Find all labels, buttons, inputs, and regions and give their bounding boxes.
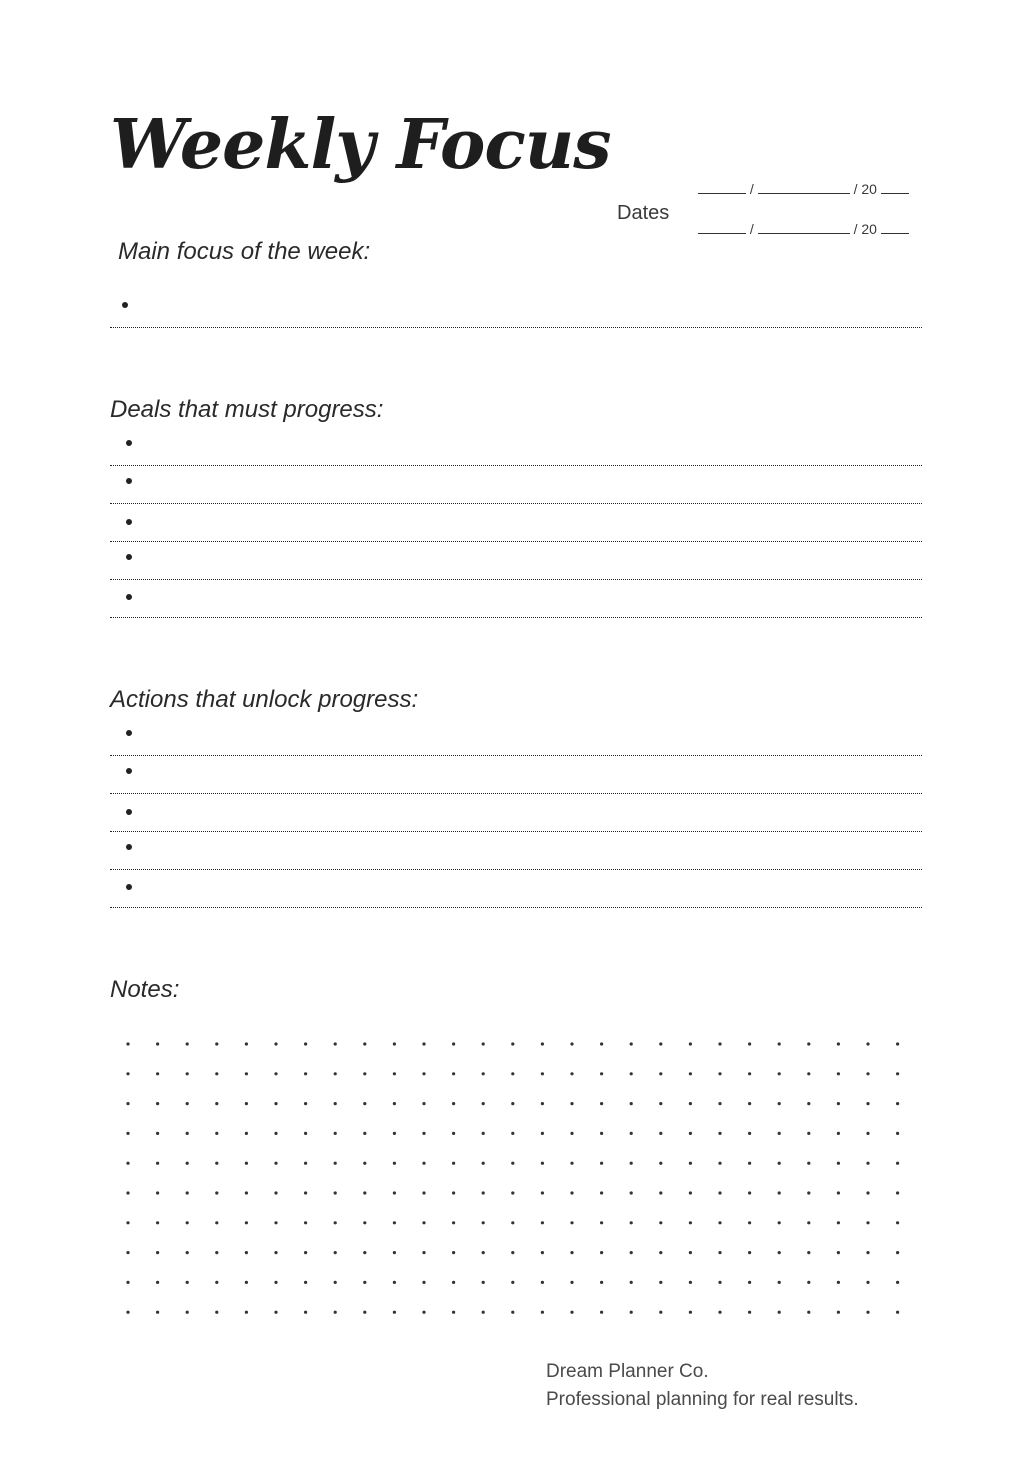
grid-dot [482,1042,485,1045]
grid-dot [482,1281,485,1284]
grid-dot [482,1072,485,1075]
grid-dot [600,1311,603,1314]
grid-dot [778,1042,781,1045]
grid-dot [541,1102,544,1105]
grid-dot [422,1132,425,1135]
grid-dot [304,1162,307,1165]
grid-dot [541,1311,544,1314]
grid-dot [570,1191,573,1194]
grid-dot [363,1162,366,1165]
grid-dot [659,1281,662,1284]
grid-dot [570,1281,573,1284]
grid-dot [334,1102,337,1105]
grid-dot [393,1072,396,1075]
grid-dot [363,1221,366,1224]
footer [546,1358,859,1414]
grid-dot [156,1132,159,1135]
grid-dot [422,1221,425,1224]
grid-dot [215,1281,218,1284]
grid-dot [866,1221,869,1224]
grid-dot [215,1042,218,1045]
grid-dot [245,1281,248,1284]
grid-dot [659,1221,662,1224]
grid-dot [245,1132,248,1135]
grid-dot [600,1221,603,1224]
grid-dot [807,1162,810,1165]
grid-dot [778,1281,781,1284]
grid-dot [422,1281,425,1284]
grid-dot [718,1132,721,1135]
grid-dot [156,1102,159,1105]
grid-dot [837,1221,840,1224]
grid-dot [363,1311,366,1314]
grid-dot [245,1221,248,1224]
grid-dot [422,1072,425,1075]
grid-dot [807,1221,810,1224]
grid-dot [245,1162,248,1165]
grid-dot [334,1191,337,1194]
grid-dot [511,1042,514,1045]
grid-dot [215,1132,218,1135]
grid-dot [630,1072,633,1075]
grid-dot [600,1042,603,1045]
grid-dot [186,1251,189,1254]
grid-dot [126,1072,129,1075]
grid-dot [245,1042,248,1045]
grid-dot [482,1132,485,1135]
grid-dot [659,1311,662,1314]
grid-dot [659,1132,662,1135]
grid-dot [393,1191,396,1194]
grid-dot [363,1072,366,1075]
grid-dot [186,1221,189,1224]
grid-dot [126,1281,129,1284]
grid-dot [393,1042,396,1045]
grid-dot [511,1221,514,1224]
grid-dot [422,1102,425,1105]
grid-dot [866,1251,869,1254]
grid-dot [156,1311,159,1314]
grid-dot [896,1162,899,1165]
grid-dot [659,1251,662,1254]
grid-dot [630,1281,633,1284]
grid-dot [422,1251,425,1254]
grid-dot [393,1251,396,1254]
grid-dot [689,1072,692,1075]
grid-dot [156,1191,159,1194]
grid-dot [570,1132,573,1135]
grid-dot [659,1042,662,1045]
grid-dot [156,1072,159,1075]
grid-dot [304,1072,307,1075]
grid-dot [718,1311,721,1314]
grid-dot [245,1191,248,1194]
grid-dot [422,1162,425,1165]
grid-dot [541,1281,544,1284]
grid-dot [186,1102,189,1105]
grid-dot [630,1221,633,1224]
grid-dot [245,1251,248,1254]
grid-dot [126,1102,129,1105]
grid-dot [896,1102,899,1105]
grid-dot [334,1162,337,1165]
grid-dot [807,1251,810,1254]
grid-dot [748,1042,751,1045]
grid-dot [866,1191,869,1194]
grid-dot [186,1072,189,1075]
grid-dot [156,1251,159,1254]
grid-dot [363,1132,366,1135]
grid-dot [570,1162,573,1165]
grid-dot [748,1072,751,1075]
grid-dot [186,1311,189,1314]
grid-dot [186,1281,189,1284]
grid-dot [630,1191,633,1194]
grid-dot [274,1191,277,1194]
grid-dot [186,1162,189,1165]
grid-dot [689,1251,692,1254]
grid-dot [304,1191,307,1194]
grid-dot [718,1072,721,1075]
grid-dot [570,1251,573,1254]
grid-dot [630,1162,633,1165]
grid-dot [452,1191,455,1194]
grid-dot [807,1311,810,1314]
grid-dot [334,1311,337,1314]
grid-dot [718,1042,721,1045]
grid-dot [482,1311,485,1314]
grid-dot [334,1221,337,1224]
grid-dot [837,1132,840,1135]
grid-dot [304,1221,307,1224]
grid-dot [778,1251,781,1254]
grid-dot [778,1311,781,1314]
grid-dot [600,1251,603,1254]
dates-label: Dates [617,202,670,224]
grid-dot [866,1311,869,1314]
main-focus-heading: Main focus of the week: [118,238,371,265]
grid-dot [837,1102,840,1105]
grid-dot [511,1102,514,1105]
grid-dot [363,1042,366,1045]
grid-dot [541,1162,544,1165]
grid-dot [600,1191,603,1194]
date-separator: / [749,221,754,237]
grid-dot [511,1281,514,1284]
grid-dot [422,1042,425,1045]
grid-dot [896,1221,899,1224]
grid-dot [689,1281,692,1284]
grid-dot [274,1251,277,1254]
grid-dot [334,1042,337,1045]
grid-dot [659,1162,662,1165]
grid-dot [304,1251,307,1254]
grid-dot [511,1072,514,1075]
grid-dot [126,1132,129,1135]
grid-dot [215,1311,218,1314]
grid-dot [689,1102,692,1105]
grid-dot [896,1072,899,1075]
grid-dot [452,1311,455,1314]
grid-dot [718,1102,721,1105]
grid-dot [630,1251,633,1254]
grid-dot [778,1191,781,1194]
grid-dot [304,1102,307,1105]
grid-dot [215,1162,218,1165]
grid-dot [511,1191,514,1194]
grid-dot [718,1162,721,1165]
grid-dot [274,1311,277,1314]
grid-dot [186,1042,189,1045]
grid-dot [718,1221,721,1224]
grid-dot [570,1072,573,1075]
grid-dot [807,1132,810,1135]
grid-dot [156,1221,159,1224]
actions-heading: Actions that unlock progress: [110,686,419,713]
grid-dot [511,1251,514,1254]
grid-dot [334,1132,337,1135]
grid-dot [393,1221,396,1224]
grid-dot [274,1162,277,1165]
grid-dot [866,1281,869,1284]
grid-dot [393,1281,396,1284]
grid-dot [659,1072,662,1075]
grid-dot [807,1072,810,1075]
grid-dot [334,1281,337,1284]
grid-dot [482,1221,485,1224]
grid-dot [274,1072,277,1075]
grid-dot [778,1102,781,1105]
grid-dot [245,1311,248,1314]
grid-dot [334,1251,337,1254]
grid-dot [452,1102,455,1105]
company-tagline: Professional planning for real results. [546,1389,859,1410]
grid-dot [748,1132,751,1135]
grid-dot [837,1281,840,1284]
grid-dot [482,1162,485,1165]
grid-dot [541,1072,544,1075]
grid-dot [689,1132,692,1135]
grid-dot [807,1102,810,1105]
grid-dot [837,1162,840,1165]
grid-dot [541,1251,544,1254]
year-prefix: / 20 [853,221,877,237]
grid-dot [452,1132,455,1135]
grid-dot [215,1221,218,1224]
company-name: Dream Planner Co. [546,1361,709,1382]
grid-dot [718,1251,721,1254]
year-prefix: / 20 [853,181,877,197]
grid-dot [482,1251,485,1254]
grid-dot [689,1191,692,1194]
grid-dot [334,1072,337,1075]
grid-dot [422,1311,425,1314]
grid-dot [570,1311,573,1314]
grid-dot [778,1072,781,1075]
grid-dot [452,1162,455,1165]
grid-dot [896,1042,899,1045]
grid-dot [482,1191,485,1194]
grid-dot [156,1042,159,1045]
grid-dot [215,1072,218,1075]
grid-dot [748,1311,751,1314]
grid-dot [896,1251,899,1254]
grid-dot [807,1191,810,1194]
grid-dot [393,1132,396,1135]
grid-dot [600,1132,603,1135]
grid-dot [126,1042,129,1045]
date-separator: / [749,181,754,197]
grid-dot [837,1251,840,1254]
grid-dot [778,1162,781,1165]
grid-dot [541,1132,544,1135]
grid-dot [630,1311,633,1314]
grid-dot [274,1042,277,1045]
grid-dot [274,1281,277,1284]
grid-dot [748,1251,751,1254]
grid-dot [896,1191,899,1194]
grid-dot [363,1251,366,1254]
grid-dot [452,1042,455,1045]
grid-dot [837,1191,840,1194]
grid-dot [630,1042,633,1045]
grid-dot [718,1281,721,1284]
grid-dot [156,1281,159,1284]
grid-dot [274,1132,277,1135]
grid-dot [689,1042,692,1045]
grid-dot [689,1221,692,1224]
grid-dot [837,1042,840,1045]
grid-dot [274,1102,277,1105]
grid-dot [896,1281,899,1284]
grid-dot [866,1162,869,1165]
grid-dot [778,1221,781,1224]
grid-dot [304,1281,307,1284]
grid-dot [511,1132,514,1135]
grid-dot [748,1162,751,1165]
grid-dot [363,1102,366,1105]
grid-dot [452,1251,455,1254]
grid-dot [126,1191,129,1194]
grid-dot [600,1102,603,1105]
grid-dot [452,1221,455,1224]
notes-heading: Notes: [110,976,180,1003]
grid-dot [422,1191,425,1194]
grid-dot [452,1072,455,1075]
grid-dot [630,1102,633,1105]
grid-dot [215,1251,218,1254]
grid-dot [689,1311,692,1314]
grid-dot [511,1162,514,1165]
grid-dot [363,1281,366,1284]
grid-dot [600,1072,603,1075]
grid-dot [866,1132,869,1135]
grid-dot [511,1311,514,1314]
grid-dot [837,1072,840,1075]
grid-dot [630,1132,633,1135]
grid-dot [363,1191,366,1194]
grid-dot [186,1191,189,1194]
grid-dot [304,1042,307,1045]
grid-dot [541,1042,544,1045]
grid-dot [748,1191,751,1194]
grid-dot [837,1311,840,1314]
grid-dot [866,1102,869,1105]
grid-dot [215,1191,218,1194]
page-title: Weekly Focus [110,105,611,185]
grid-dot [393,1162,396,1165]
grid-dot [570,1042,573,1045]
grid-dot [274,1221,277,1224]
grid-dot [570,1221,573,1224]
grid-dot [245,1102,248,1105]
grid-dot [659,1191,662,1194]
grid-dot [304,1311,307,1314]
grid-dot [896,1132,899,1135]
grid-dot [304,1132,307,1135]
grid-dot [452,1281,455,1284]
grid-dot [126,1311,129,1314]
grid-dot [600,1281,603,1284]
grid-dot [215,1102,218,1105]
grid-dot [748,1281,751,1284]
grid-dot [126,1162,129,1165]
grid-dot [748,1102,751,1105]
grid-dot [126,1221,129,1224]
grid-dot [600,1162,603,1165]
grid-dot [482,1102,485,1105]
grid-dot [866,1042,869,1045]
grid-dot [778,1132,781,1135]
grid-dot [807,1042,810,1045]
deals-heading: Deals that must progress: [110,396,384,423]
grid-dot [156,1162,159,1165]
grid-dot [186,1132,189,1135]
grid-dot [689,1162,692,1165]
grid-dot [866,1072,869,1075]
grid-dot [570,1102,573,1105]
grid-dot [807,1281,810,1284]
grid-dot [126,1251,129,1254]
grid-dot [718,1191,721,1194]
grid-dot [541,1221,544,1224]
grid-dot [659,1102,662,1105]
grid-dot [541,1191,544,1194]
grid-dot [245,1072,248,1075]
grid-dot [896,1311,899,1314]
grid-dot [393,1102,396,1105]
grid-dot [393,1311,396,1314]
grid-dot [748,1221,751,1224]
